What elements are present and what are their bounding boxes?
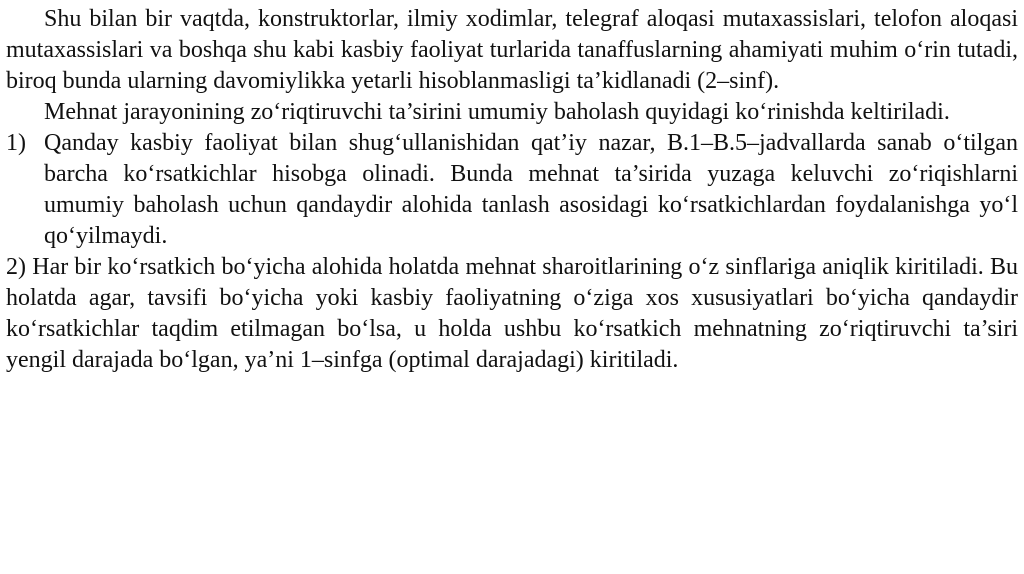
list-item-2 [6,252,1018,376]
paragraph-breaks-importance: Shu bilan bir vaqtda, konstruktorlar, ilmiy xodimlar, telegraf aloqasi mutaxassislari, telofon aloqasi mutaxassislari va boshqa shu kabi kasbiy faoliyat turlarida tanaffuslarning ahamiyati muhim o‘rin tutadi, biroq bunda ularning davomiylikka yetarli hisoblanmasligi ta’kidlanadi (2–sinf). [6,6,1018,94]
list-item-1-number: 1) [6,130,26,156]
list-item-1-text: Qanday kasbiy faoliyat bilan shug‘ullanishidan qat’iy nazar, B.1–B.5–jadvallarda sanab o‘tilgan barcha ko‘rsatkichlar hisobga olinadi. Bunda mehnat ta’sirida yuzaga keluvchi zo‘riqishlarni umumiy baholash uchun qandaydir alohida tanlash asosidagi ko‘rsatkichlardan foydalanishga yo‘l qo‘yilmaydi. [44,130,1018,249]
paragraph-general-assessment: Mehnat jarayonining zo‘riqtiruvchi ta’sirini umumiy baholash quyidagi ko‘rinishda keltiriladi. [44,99,950,125]
list-item-1 [6,128,1018,252]
list-item-2-text: Har bir ko‘rsatkich bo‘yicha alohida holatda mehnat sharoitlarining o‘z sinflariga aniqlik kiritiladi. Bu holatda agar, tavsifi bo‘yicha yoki kasbiy faoliyatning o‘ziga xos xususiyatlari bo‘yicha qandaydir ko‘rsatkichlar taqdim etilmagan bo‘lsa, u holda ushbu ko‘rsatkich mehnatning zo‘riqtiruvchi ta’siri yengil darajada bo‘lgan, ya’ni 1–sinfga (optimal darajadagi) kiritiladi. [6,254,1018,373]
list-item-2-number: 2) [6,254,26,280]
